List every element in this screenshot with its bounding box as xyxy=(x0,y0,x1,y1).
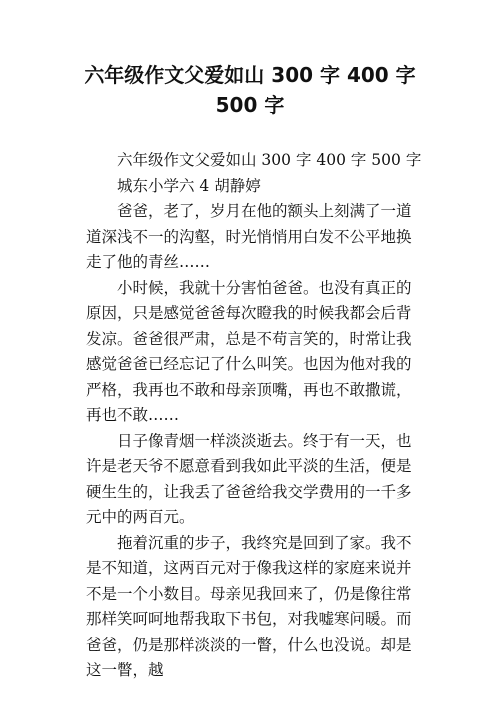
document-body xyxy=(86,148,422,684)
subtitle: 六年级作文父爱如山 300 字 400 字 500 字 xyxy=(117,151,422,169)
document-title xyxy=(40,60,460,120)
paragraph-1: 爸爸，老了，岁月在他的额头上刻满了一道道深浅不一的沟壑，时光悄悄用白发不公平地换走了他的青丝…… xyxy=(86,202,412,271)
paragraph-4: 拖着沉重的步子，我终究是回到了家。我不是不知道，这两百元对于像我这样的家庭来说并不是一个小数目。母亲见我回来了，仍是像往常那样笑呵呵地帮我取下书包，对我嘘寒问暖。而爸爸，仍是那样淡淡的一瞥，什么也没说。却是这一瞥，越 xyxy=(86,533,412,679)
author-line: 城东小学六 4 胡静婷 xyxy=(117,176,261,195)
title-line-1: 六年级作文父爱如山 300 字 400 字 xyxy=(84,63,416,87)
paragraph-2: 小时候，我就十分害怕爸爸。也没有真正的原因，只是感觉爸爸每次瞪我的时候我都会后背发凉。爸爸很严肃，总是不苟言笑的，时常让我感觉爸爸已经忘记了什么叫笑。也因为他对我的严格，我再也不敢和母亲顶嘴，再也不敢撒谎，再也不敢…… xyxy=(86,278,412,424)
paragraph-3: 日子像青烟一样淡淡逝去。终于有一天，也许是老天爷不愿意看到我如此平淡的生活，便是硬生生的，让我丢了爸爸给我交学费用的一千多元中的两百元。 xyxy=(86,431,412,526)
title-line-2: 500 字 xyxy=(215,93,285,117)
